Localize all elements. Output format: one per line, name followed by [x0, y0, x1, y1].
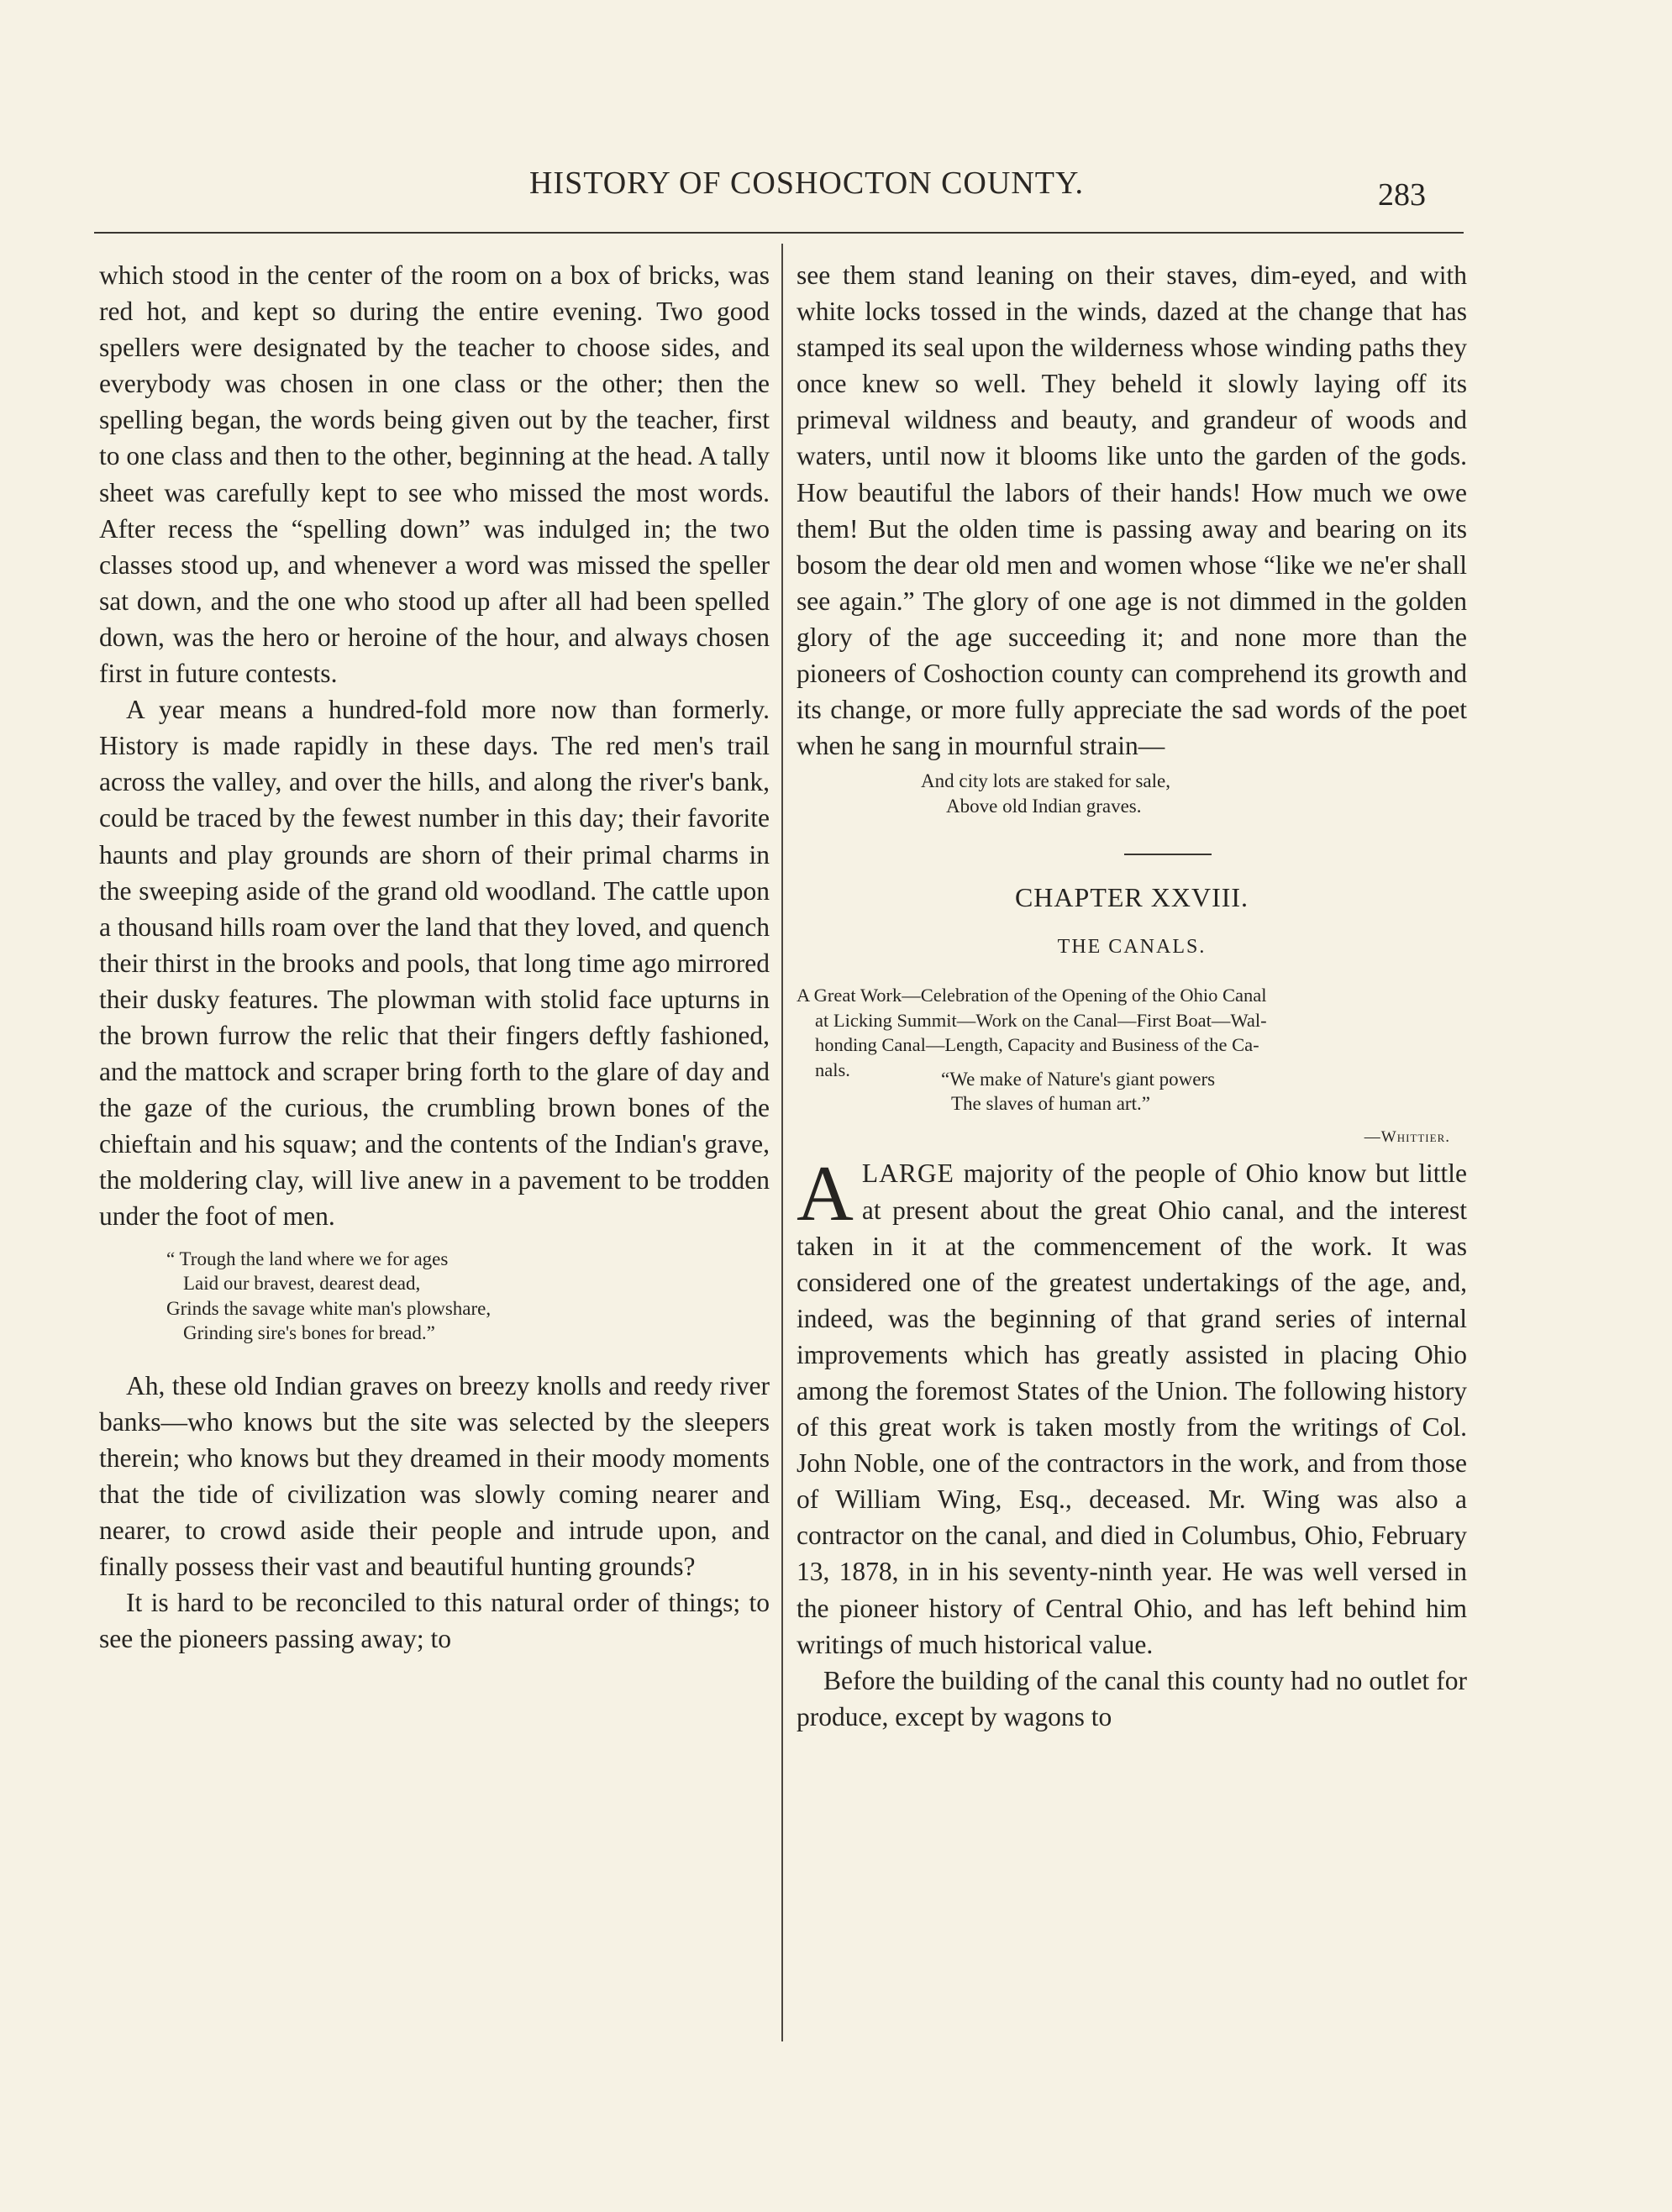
right-column: [797, 257, 1467, 1735]
chapter-subtitle: THE CANALS.: [1057, 936, 1207, 959]
synopsis-line: nals.: [815, 1059, 850, 1080]
poem-line: Grinding sire's bones for bread.”: [183, 1322, 435, 1344]
verse-quote: [797, 769, 1467, 818]
epigraph-line: “We make of Nature's giant powers: [941, 1069, 1216, 1090]
chapter-title: CHAPTER XXVIII.: [1014, 882, 1249, 913]
header-rule: [94, 232, 1464, 234]
opening-smallcaps: LARGE: [861, 1159, 954, 1189]
chapter-opening-paragraph: [797, 1150, 1467, 1662]
page-number: 283: [1378, 177, 1426, 213]
opening-text: majority of the people of Ohio know but little at present about the great Ohio canal, and the interest taken in it at the commencement of the work. It was considered one of the greatest undertakings of the age, and, indeed, was the beginning of that grand series of internal improvements which has greatly assisted in placing Ohio among the foremost States of the Union. The following history of this great work is taken mostly from the writings of Col. John Noble, one of the contractors in the work, and from those of William Wing, Esq., deceased. Mr. Wing was also a contractor on the canal, and died in Columbus, Ohio, February 13, 1878, in in his seventy-ninth year. He was well versed in the pioneer history of Central Ohio, and has left behind him writings of much historical value.: [797, 1159, 1467, 1659]
poem-quote: [99, 1247, 770, 1346]
verse-line: Above old Indian graves.: [946, 795, 1142, 817]
poem-line: “ Trough the land where we for ages: [166, 1248, 449, 1269]
left-paragraph-1: which stood in the center of the room on a box of bricks, was red hot, and kept so during the entire evening. Two good spellers were designated by the teacher to choose sides, and everybody was chosen in one class or the other; then the spelling began, the words being given out by the teacher, first to one class and then to the other, beginning at the head. A tally sheet was carefully kept to see who missed the most words. After recess the “spelling down” was indulged in; the two classes stood up, and whenever a word was missed the speller sat down, and the one who stood up after all had been spelled down, was the hero or heroine of the hour, and always chosen first in future contests.: [99, 260, 770, 689]
left-paragraph-4: It is hard to be reconciled to this natural order of things; to see the pioneers passing away; to: [99, 1588, 770, 1654]
left-paragraph-2: A year means a hundred-fold more now than formerly. History is made rapidly in these days. The red men's trail across the valley, and over the hills, and along the river's bank, could be traced by the fewest number in this day; their favorite haunts and play grounds are shorn of their primal charms in the sweeping aside of the grand old woodland. The cattle upon a thousand hills roam over the land that they loved, and quench their thirst in the brooks and pools, that long time ago mirrored their dusky features. The plowman with stolid face upturns in the brown furrow the relic that their fingers deftly fashioned, and the mattock and scraper bring forth to the glare of day and the gaze of the curious, the crumbling brown bones of the chieftain and his squaw; and the contents of the Indian's grave, the moldering clay, will live anew in a pavement to be trodden under the foot of men.: [99, 695, 770, 1232]
poem-line: Grinds the savage white man's plowshare,: [166, 1297, 492, 1319]
drop-cap: A: [797, 1150, 854, 1238]
right-paragraph-1: see them stand leaning on their staves, dim-eyed, and with white locks tossed in the winds, dazed at the change that has stamped its seal upon the wilderness whose winding paths they once knew so well. They beheld it slowly laying off its primeval wildness and beauty, and grandeur of woods and waters, until now it blooms like unto the garden of the gods. How beautiful the labors of their hands! How much we owe them! But the olden time is passing away and bearing on its bosom the dear old men and women whose “like we ne'er shall see again.” The glory of one age is not dimmed in the golden glory of the age succeeding it; and none more than the pioneers of Coshoction county can comprehend its growth and its change, or more fully appreciate the sad words of the poet when he sang in mournful strain—: [797, 260, 1467, 761]
poem-line: Laid our bravest, dearest dead,: [183, 1273, 421, 1295]
right-last-paragraph: Before the building of the canal this county had no outlet for produce, except by wagons to: [797, 1665, 1467, 1731]
epigraph-line: The slaves of human art.”: [951, 1093, 1150, 1115]
synopsis-line: A Great Work—Celebration of the Opening of the Ohio Canal: [797, 985, 1267, 1006]
epigraph-attribution: —Whittier.: [1364, 1128, 1450, 1147]
section-rule: [1124, 854, 1212, 855]
verse-line: And city lots are staked for sale,: [921, 770, 1170, 792]
left-column: [99, 257, 770, 1657]
column-divider: [781, 244, 783, 2041]
epigraph: [797, 1067, 1467, 1116]
synopsis-line: at Licking Summit—Work on the Canal—First Boat—Wal-: [815, 1009, 1267, 1031]
running-title: HISTORY OF COSHOCTON COUNTY.: [528, 166, 1085, 201]
synopsis-line: honding Canal—Length, Capacity and Business of the Ca-: [815, 1034, 1259, 1056]
left-paragraph-3: Ah, these old Indian graves on breezy knolls and reedy river banks—who knows but the site was selected by the sleepers therein; who knows but they dreamed in their moody moments that the tide of civilization was slowly coming nearer and nearer, to crowd aside their people and intrude upon, and finally possess their vast and beautiful hunting grounds?: [99, 1370, 770, 1581]
